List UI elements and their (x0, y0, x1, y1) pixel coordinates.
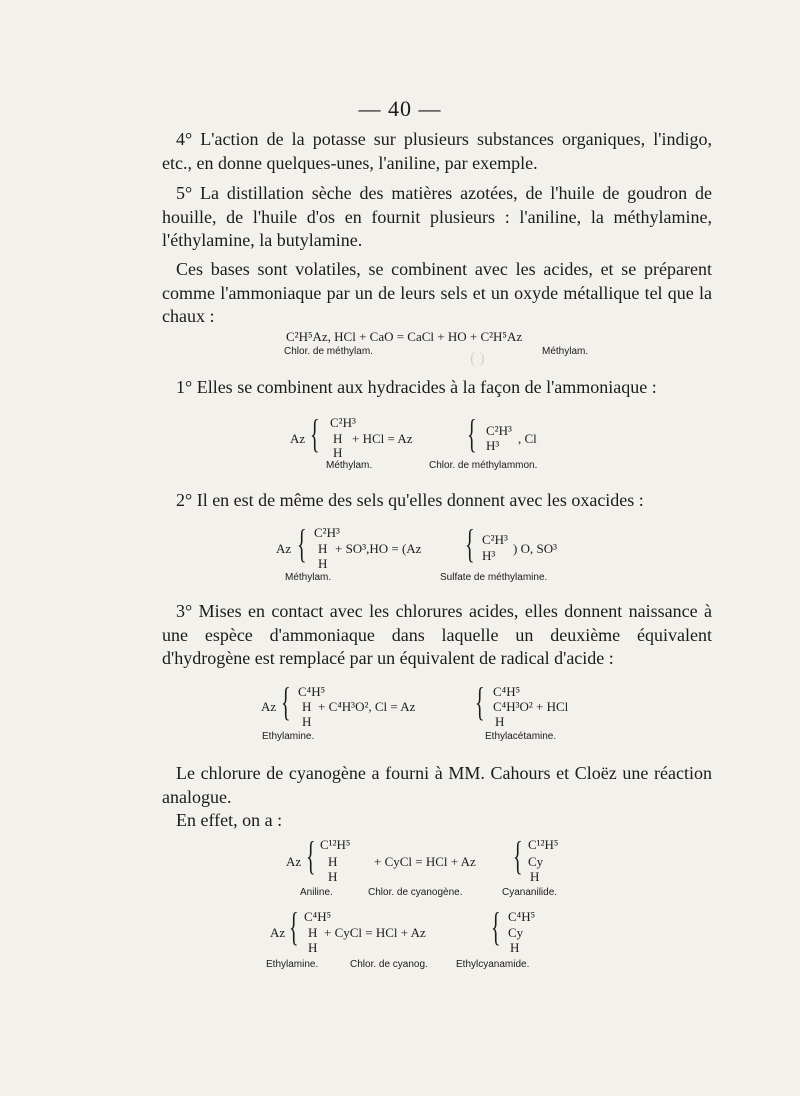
equation-4-middle: + C⁴H³O², Cl = Az (318, 699, 416, 714)
paragraph-5: 5° La distillation sèche des matières azotées, de l'huile de goudron de houille, de l'huile d'os en fournit plusieurs : l'aniline, la méthylamine, l'éthylamine, la butylamine. (162, 183, 712, 250)
equation-3-az: Az (276, 541, 292, 556)
equation-5-left-stack-1: C¹²H⁵ (320, 837, 351, 852)
equation-3-right-stack-2: H³ (482, 548, 496, 563)
equation-4-right-stack-1: C⁴H⁵ (493, 684, 521, 699)
equation-2-brace-right: { (467, 411, 477, 456)
equation-2-left-stack-3: H (333, 445, 343, 460)
item-3: 3° Mises en contact avec les chlorures acides, elles donnent naissance à une espèce d'ammoniaque dans laquelle un deuxième équivalent d'hydrogène est remplacé par un équivalent de radical d'acide : (162, 601, 712, 668)
equation-5-label-left: Aniline. (300, 887, 333, 898)
equation-6-label-right: Ethylcyanamide. (456, 959, 530, 970)
bleed-through: ( ) (470, 350, 485, 367)
equation-2-left-stack-1: C²H³ (330, 415, 356, 430)
equation-1-label-left: Chlor. de méthylam. (284, 346, 373, 357)
equation-6-right-stack-1: C⁴H⁵ (508, 909, 536, 924)
equation-3-label-left: Méthylam. (285, 572, 332, 583)
equation-1-label-right: Méthylam. (542, 346, 589, 357)
paragraph-4: 4° L'action de la potasse sur plusieurs substances organiques, l'indigo, etc., en donne quelques-unes, l'aniline, par exemple. (162, 129, 712, 173)
equation-4-right-stack-3: H (495, 714, 505, 729)
equation-5-right-stack-1: C¹²H⁵ (528, 837, 559, 852)
equation-6-brace-right: { (491, 904, 501, 949)
equation-5-left-stack-2: H (328, 854, 338, 869)
equation-5-right-stack-2: Cy (528, 854, 544, 869)
equation-6-label-left: Ethylamine. (266, 959, 319, 970)
equation-3-right-stack-1: C²H³ (482, 532, 508, 547)
item-2: 2° Il en est de même des sels qu'elles donnent avec les oxacides : (176, 490, 644, 510)
equation-5-label-right: Cyananilide. (502, 887, 558, 898)
equation-6-middle: + CyCl = HCl + Az (324, 925, 426, 940)
equation-6-brace-left: { (289, 904, 299, 949)
equation-4-label-left: Ethylamine. (262, 731, 315, 742)
equation-6-left-stack-2: H (308, 925, 318, 940)
equation-2-brace-left: { (310, 411, 320, 456)
equation-4-left-stack-3: H (302, 714, 312, 729)
equation-2-middle: + HCl = Az (352, 431, 413, 446)
equation-6-label-middle: Chlor. de cyanog. (350, 959, 428, 970)
equation-2-label-left: Méthylam. (326, 460, 373, 471)
equation-6-right-stack-2: Cy (508, 925, 524, 940)
equation-3-middle: + SO³,HO = (Az (335, 541, 422, 556)
equation-5-label-middle: Chlor. de cyanogène. (368, 887, 463, 898)
page-number: — 40 — (358, 96, 442, 121)
equation-4-left-stack-2: H (302, 699, 312, 714)
equation-3-left-stack-1: C²H³ (314, 525, 340, 540)
equation-5-middle: + CyCl = HCl + Az (374, 854, 476, 869)
equation-5-az: Az (286, 854, 302, 869)
equation-1: C²H⁵Az, HCl + CaO = CaCl + HO + C²H⁵Az (286, 329, 523, 344)
equation-4-label-right: Ethylacétamine. (485, 731, 557, 742)
item-1: 1° Elles se combinent aux hydracides à la façon de l'ammoniaque : (176, 377, 657, 397)
equation-6-right-stack-3: H (510, 940, 520, 955)
equation-5-brace-left: { (306, 833, 316, 878)
equation-5-left-stack-3: H (328, 869, 338, 884)
equation-2-label-right: Chlor. de méthylammon. (429, 460, 538, 471)
equation-4-brace-left: { (281, 679, 291, 724)
paragraph-cyanogen: Le chlorure de cyanogène a fourni à MM. Cahours et Cloëz une réaction analogue. (162, 763, 712, 807)
equation-3-label-right: Sulfate de méthylamine. (440, 572, 548, 583)
equation-3-brace-right: { (465, 521, 475, 566)
equation-6-az: Az (270, 925, 286, 940)
paragraph-en-effet: En effet, on a : (176, 810, 283, 830)
paragraph-bases: Ces bases sont volatiles, se combinent avec les acides, et se préparent comme l'ammoniaque par un de leurs sels et un oxyde métallique tel que la chaux : (162, 259, 712, 326)
equation-2-tail: , Cl (518, 431, 537, 446)
equation-5-brace-right: { (513, 833, 523, 878)
equation-6-left-stack-1: C⁴H⁵ (304, 909, 332, 924)
equation-2-az: Az (290, 431, 306, 446)
equation-3-brace-left: { (297, 521, 307, 566)
equation-4-left-stack-1: C⁴H⁵ (298, 684, 326, 699)
equation-4-brace-right: { (475, 679, 485, 724)
equation-2-right-stack-1: C²H³ (486, 423, 512, 438)
equation-5-right-stack-3: H (530, 869, 540, 884)
equation-3-left-stack-2: H (318, 541, 328, 556)
equation-4-az: Az (261, 699, 277, 714)
equation-3-tail: ) O, SO³ (513, 541, 557, 556)
equation-6-left-stack-3: H (308, 940, 318, 955)
equation-3-left-stack-3: H (318, 556, 328, 571)
equation-2-right-stack-2: H³ (486, 438, 500, 453)
equation-4-right-stack-2: C⁴H³O² + HCl (493, 699, 569, 714)
equation-2-left-stack-2: H (333, 431, 343, 446)
